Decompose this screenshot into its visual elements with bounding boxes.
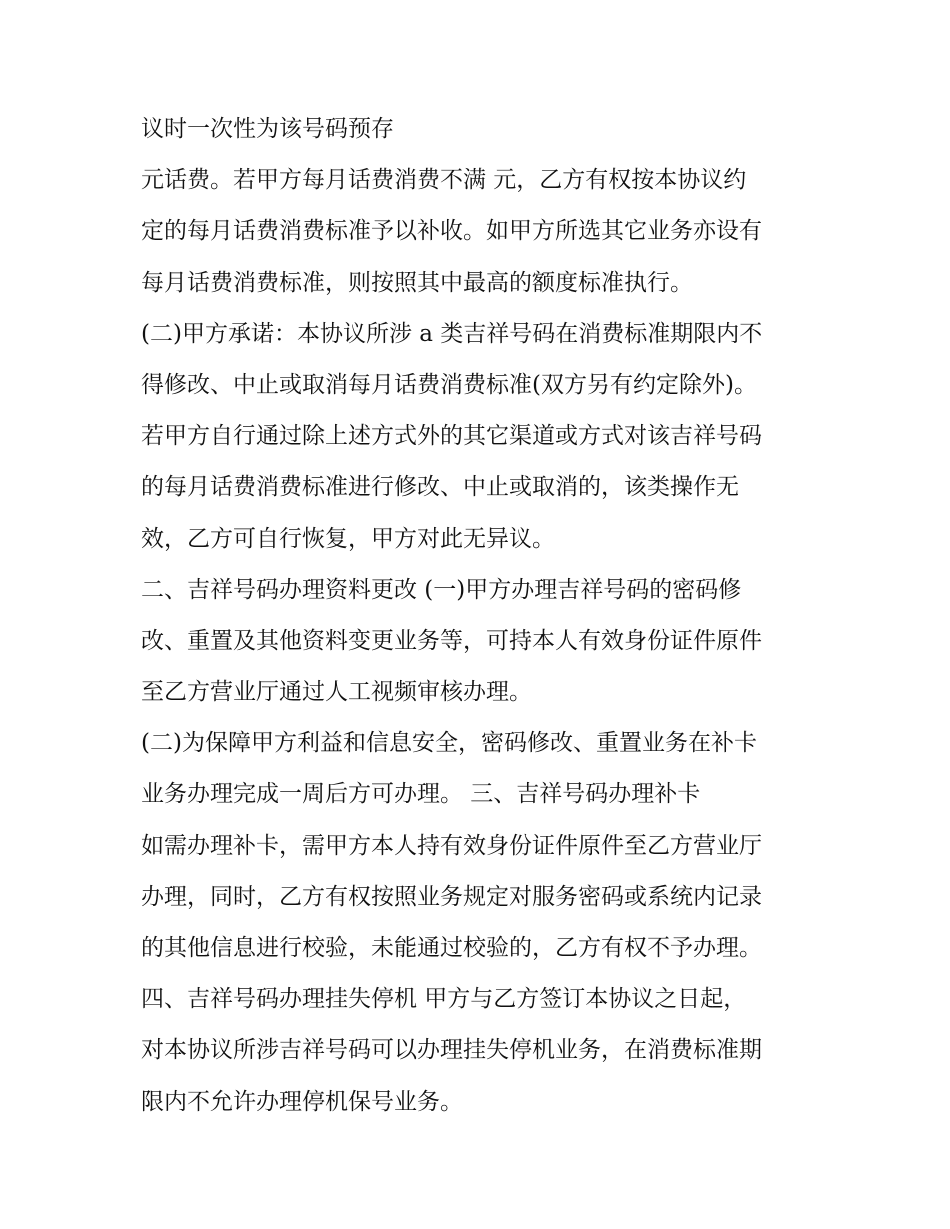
text-line: 每月话费消费标准，则按照其中最高的额度标准执行。 bbox=[141, 269, 693, 296]
text-line: 的其他信息进行校验，未能通过校验的，乙方有权不予办理。 bbox=[141, 935, 762, 961]
text-line: 改、重置及其他资料变更业务等，可持本人有效身份证件原件 bbox=[141, 627, 762, 654]
text-line: (二)为保障甲方利益和信息安全，密码修改、重置业务在补卡 bbox=[141, 730, 757, 757]
text-line: 对本协议所涉吉祥号码可以办理挂失停机业务，在消费标准期 bbox=[141, 1037, 762, 1064]
text-line: 如需办理补卡，需甲方本人持有效身份证件原件至乙方营业厅 bbox=[141, 832, 762, 859]
text-line: 办理，同时，乙方有权按照业务规定对服务密码或系统内记录 bbox=[141, 883, 762, 910]
text-line: 元话费。若甲方每月话费消费不满 元，乙方有权按本协议约 bbox=[141, 167, 747, 194]
text-line: 效，乙方可自行恢复，甲方对此无异议。 bbox=[141, 525, 555, 552]
text-line: 至乙方营业厅通过人工视频审核办理。 bbox=[141, 679, 532, 706]
text-line: 得修改、中止或取消每月话费消费标准(双方另有约定除外)。 bbox=[141, 371, 757, 398]
text-line: 议时一次性为该号码预存 bbox=[141, 116, 394, 142]
document-body-text bbox=[141, 112, 831, 1136]
text-line: 业务办理完成一周后方可办理。 三、吉祥号码办理补卡 bbox=[141, 781, 701, 808]
text-line: 的每月话费消费标准进行修改、中止或取消的，该类操作无 bbox=[141, 474, 739, 501]
text-line: (二)甲方承诺：本协议所涉 a 类吉祥号码在消费标准期限内不 bbox=[141, 320, 763, 347]
text-line: 限内不允许办理停机保号业务。 bbox=[141, 1088, 463, 1115]
text-line: 若甲方自行通过除上述方式外的其它渠道或方式对该吉祥号码 bbox=[141, 423, 762, 450]
text-line: 二、吉祥号码办理资料更改 (一)甲方办理吉祥号码的密码修 bbox=[141, 576, 742, 603]
text-line: 四、吉祥号码办理挂失停机 甲方与乙方签订本协议之日起， bbox=[141, 986, 747, 1013]
text-line: 定的每月话费消费标准予以补收。如甲方所选其它业务亦设有 bbox=[141, 218, 762, 245]
